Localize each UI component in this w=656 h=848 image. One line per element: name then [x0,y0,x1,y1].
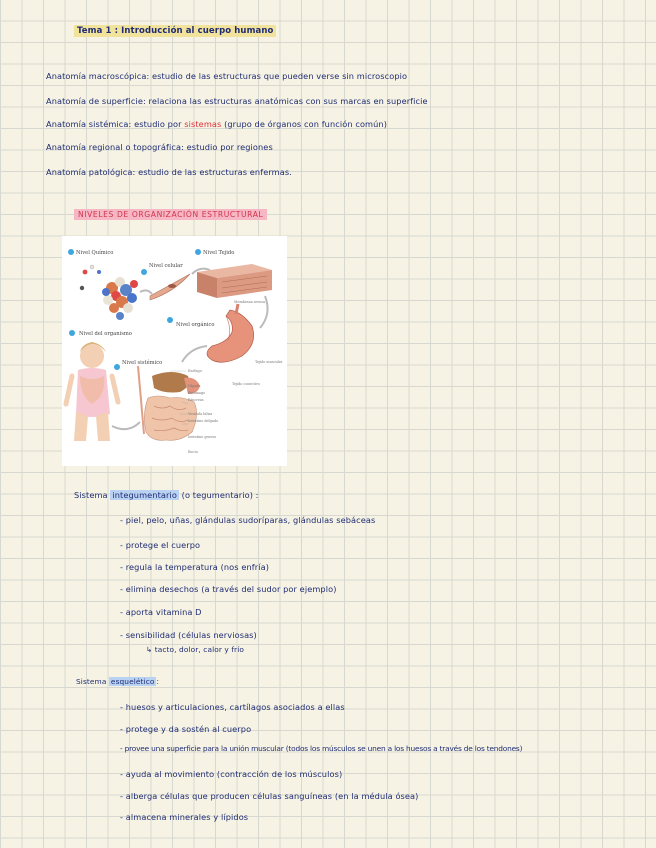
list-item: - piel, pelo, uñas, glándulas sudoríparas, glándulas sebáceas [120,515,376,525]
level-marker-icon [114,364,120,370]
list-item: - protege y da sostén al cuerpo [120,724,252,734]
heading-prefix: Sistema [74,490,111,500]
integumentario-heading [74,490,259,500]
definition-patologica [46,167,292,177]
list-item: - regula la temperatura (nos enfría) [120,562,270,572]
definition-macroscopica [46,71,407,81]
level-marker-icon [167,317,173,323]
definition-text: : estudio por regiones [181,142,273,152]
label-nivel-organismo: Nivel del organismo [79,331,132,337]
stomach-organ [207,304,254,362]
organ-label: Páncreas [188,398,204,402]
definition-highlight: sistemas [184,119,222,129]
label-nivel-quimico: Nivel Químico [76,250,114,256]
title-colon: : [114,26,119,36]
list-subnote: ↳ tacto, dolor, calor y frío [146,645,244,654]
label-nivel-sistemico: Nivel sistémico [122,360,163,366]
section-heading [74,209,267,219]
definition-term: Anatomía regional o topográfica [46,142,182,152]
level-marker-icon [141,269,147,275]
title-highlight [74,25,276,37]
organization-illustration [62,236,287,466]
level-marker-icon [69,330,75,336]
definition-sistemica [46,119,387,129]
organ-label: Vesícula biliar [188,412,213,416]
definition-text: : estudio de las estructuras que pueden verse sin microscopio [146,71,408,81]
organ-label: Hígado [188,384,201,388]
label-tejido-muscular: Tejido muscular [255,360,283,364]
label-membrana: Membrana serosa [234,300,265,304]
esqueletico-heading [76,677,159,686]
heading-highlight: integumentario [112,490,177,500]
organ-label: Estómago [188,391,206,395]
organ-label: Intestino delgado [188,419,219,423]
definition-term: Anatomía macroscópica [46,71,147,81]
section-heading-text: NIVELES DE ORGANIZACIÓN ESTRUCTURAL [74,209,267,220]
list-item: - almacena minerales y lípidos [120,812,249,822]
heading-prefix: Sistema [76,677,109,686]
heading-highlight: esquelético [110,677,155,686]
level-marker-icon [68,249,74,255]
organ-label: Esófago [188,369,202,373]
definition-term: Anatomía sistémica [46,119,129,129]
label-nivel-tejido: Nivel Tejido [203,250,235,256]
definition-text: : estudio de las estructuras enfermas. [132,167,292,177]
label-nivel-organico: Nivel orgánico [176,322,215,328]
page-title [74,26,276,36]
definition-text: : estudio por [128,119,185,129]
definition-superficie [46,96,428,106]
list-item: - sensibilidad (células nerviosas) [120,630,257,640]
levels-of-organization-figure [62,236,287,466]
definition-term: Anatomía de superficie [46,96,143,106]
heading-suffix: : [156,677,160,686]
title-text: Introducción al cuerpo humano [121,26,274,36]
list-item: - alberga células que producen células sanguíneas (en la médula ósea) [120,791,419,801]
title-label: Tema 1 [77,26,112,36]
definition-regional [46,142,273,152]
definition-text: : relaciona las estructuras anatómicas con sus marcas en superficie [142,96,428,106]
level-marker-icon [195,249,201,255]
list-item: - provee una superficie para la unión muscular (todos los músculos se unen a los huesos a través de los tendones) [120,744,523,753]
list-item: - ayuda al movimiento (contracción de los músculos) [120,769,343,779]
molecule-cluster [102,277,138,320]
heading-suffix: (o tegumentario) : [178,490,259,500]
definition-term: Anatomía patológica [46,167,133,177]
organ-label: Recto [188,450,198,454]
digestive-system [138,366,200,440]
list-item: - aporta vitamina D [120,607,202,617]
list-item: - protege el cuerpo [120,540,201,550]
list-item: - elimina desechos (a través del sudor por ejemplo) [120,584,337,594]
organ-label: Intestino grueso [188,435,217,439]
label-tejido-conectivo: Tejido conectivo [232,382,260,386]
label-nivel-celular: Nivel celular [149,263,183,269]
list-item: - huesos y articulaciones, cartílagos asociados a ellas [120,702,345,712]
definition-text: (grupo de órganos con función común) [221,119,387,129]
child-organism [66,342,118,441]
